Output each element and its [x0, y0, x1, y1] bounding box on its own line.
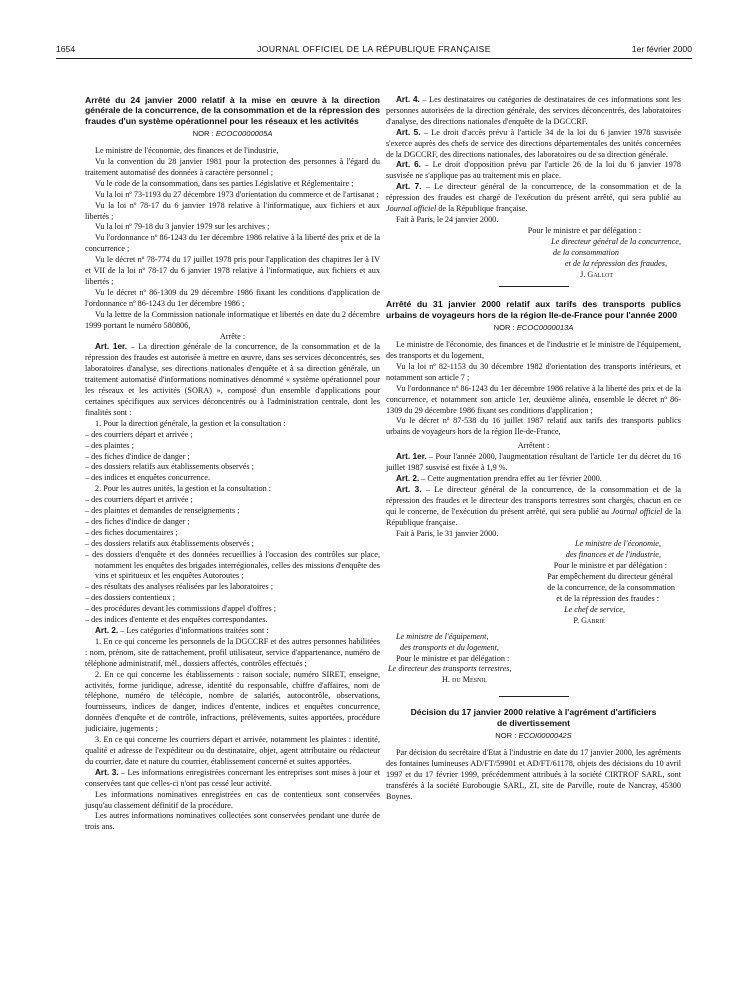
visa: Vu le décret nº 78-774 du 17 juillet 1978 pris pour l'application des chapitres Ier à IV et VII de la loi nº 78-17 du 6 janvier 1978 relative à l'informatique, aux fichiers et aux libertés ;: [85, 255, 380, 286]
article-4: Art. 4. – Les destinataires ou catégories de destinataires de ces informations sont les personnes autorisées de la direction générale, des services déconcentrés, des laboratoires d'analyse, des directions nationales d'enquête de la DGCCRF.: [386, 95, 681, 126]
visa: Vu la convention du 28 janvier 1981 pour la protection des personnes à l'égard du traitement automatisé des données à caractère personnel ;: [85, 157, 380, 177]
visa: Vu la loi nº 82-1153 du 30 décembre 1982 d'orientation des transports intérieurs, et notamment son article 7 ;: [386, 361, 681, 382]
signatory: H. du Mesnil: [442, 675, 487, 685]
issue-date: 1er février 2000: [631, 44, 692, 54]
arretent-word: Arrêtent :: [517, 441, 550, 451]
arrete-word: Arrête :: [219, 331, 246, 341]
list-item: – des plaintes ;: [85, 440, 134, 450]
header-rule: [56, 58, 692, 59]
list-item: – des plaintes et demandes de renseignements ;: [85, 506, 240, 516]
list-item: – des fiches documentaires ;: [85, 527, 178, 537]
signature-line: Pour le ministre et par délégation :: [553, 561, 667, 571]
signature-line: Le ministre de l'économie,: [574, 539, 661, 549]
list-item: – des fiches d'indice de danger ;: [85, 516, 190, 526]
list-item: – des résultats des analyses réalisées par les laboratoires ;: [85, 582, 274, 592]
list-item: – des dossiers d'enquête et des données recueillies à l'occasion des contrôles sur place, notamment les enquêtes des brigades interrégionales, celles des missions d'enquête des vins et spiritueux et les enquêtes Autoroutes ;: [85, 549, 380, 581]
signatory: P. Gabrié: [573, 615, 605, 625]
decision-nor: NOR : ECOI0000042S: [495, 731, 572, 741]
signatory: J. Gallot: [580, 269, 613, 279]
signature-line: Le ministre de l'équipement,: [396, 631, 489, 641]
fait-a-paris: Fait à Paris, le 31 janvier 2000.: [396, 528, 499, 538]
signature-line: Le directeur général de la concurrence,: [551, 236, 681, 246]
arrete-1-nor: NOR : ECOC0000005A: [192, 129, 273, 139]
visa: Vu le décret nº 86-1309 du 29 décembre 1986 fixant les conditions d'application de l'ordonnance nº 86-1243 du 1er décembre 1986 ;: [85, 287, 380, 308]
right-column: [386, 95, 681, 802]
article-3-para: Les informations nominatives enregistrées en cas de contentieux sont conservées jusqu'au classement définitif de la procédure.: [85, 789, 380, 810]
arrete-1-title: Arrêté du 24 janvier 2000 relatif à la mise en œuvre à la direction générale de la concurrence, de la consommation et de la répression des fraudes d'un système opérationnel pour les réseaux et les activités: [85, 95, 380, 126]
article-3: Art. 3. – Les informations enregistrées concernant les entreprises sont mises à jour et conservées tant que celles-ci n'ont pas cessé leur activité.: [85, 767, 380, 788]
visa: Vu l'ordonnance nº 86-1243 du 1er décembre 1986 relative à la liberté des prix et de la concurrence, et notamment son article 1er, deuxième alinéa, ensemble le décret nº 86-1309 du 29 décembre 1986 fixant ses conditions d'application ;: [386, 383, 681, 415]
list-item: – des indices et enquêtes concurrence.: [85, 473, 211, 483]
arrete-2-intro: Le ministre de l'économie, des finances et de l'industrie et le ministre de l'équipement, des transports et du logement,: [386, 340, 681, 361]
list-1-head: 1. Pour la direction générale, la gestion et la consultation :: [95, 418, 286, 428]
arrete-2-nor: NOR : ECOC0000013A: [493, 323, 574, 333]
visa: Vu l'ordonnance nº 86-1243 du 1er décembre 1986 relative à la liberté des prix et de la concurrence ;: [85, 233, 380, 254]
article-2-item: 2. En ce qui concerne les établissements : raison sociale, numéro SIRET, enseigne, activités, forme juridique, adresse, identité du responsable, chiffre d'affaires, nom de téléphone, numéro de télécopie, nombre de salariés, autocontrôle, observations, fournisseurs, indices de danger, indices d'entente, indices et enquêtes concurrence, données d'enquête et de contrôle, infractions, prélèvements, suites apportées, procédure judiciaire, jugements ;: [85, 669, 380, 734]
signature-line: et de la répression des fraudes,: [564, 258, 667, 268]
list-item: – des procédures devant les commissions d'appel d'offres ;: [85, 604, 277, 614]
arrete-2-title: Arrêté du 31 janvier 2000 relatif aux tarifs des transports publics urbains de voyageurs hors de la région Ile-de-France pour l'année 2000: [386, 299, 681, 320]
article-5: Art. 5. – Le droit d'accès prévu à l'article 34 de la loi du 6 janvier 1978 susvisée s'exerce auprès des chefs de service des directions départementales des unités concernées de la DGCCRF, des directions nationales, des laboratoires ou de sa direction générale.: [386, 127, 681, 159]
list-item: – des indices d'entente et des enquêtes correspondantes.: [85, 615, 268, 625]
signature-line: Le directeur des transports terrestres,: [388, 664, 512, 674]
article-2-item: 1. En ce qui concerne les personnels de la DGCCRF et des autres personnes habilitées : nom, prénom, site de rattachement, profil utilisateur, service d'appartenance, numéro de téléphone administratif, mél., dossiers affectés, contrôles effectués ;: [85, 636, 380, 668]
separator: [499, 286, 569, 287]
signature-line: de la consommation: [553, 247, 619, 257]
signature-line: Par empêchement du directeur général: [547, 572, 673, 582]
page-number: 1654: [56, 44, 76, 54]
list-item: – des fiches d'indice de danger ;: [85, 451, 190, 461]
decision-text: Par décision du secrétaire d'Etat à l'industrie en date du 17 janvier 2000, les agréments des fontaines lumineuses AD/FT/59901 et AD/FT/61178, objets des décisions du 10 avril 1997 et du 17 février 1999, précédemment attribués à la société CIRTROF SARL, sont transférés à la société Eurobougie SARL, ZI, site de Parville, route de Nancray, 45300 Boynes.: [386, 747, 681, 801]
signature-line: des finances et de l'industrie,: [565, 550, 661, 560]
list-item: – des courriers départ et arrivée ;: [85, 495, 193, 505]
arrete-1-intro: Le ministre de l'économie, des finances et de l'industrie,: [95, 146, 279, 156]
visa: Vu le décret nº 87-538 du 16 juillet 1987 relatif aux tarifs des transports publics urbains de voyageurs hors de la région Ile-de-France,: [386, 416, 681, 437]
separator: [499, 696, 569, 697]
left-column: [85, 95, 380, 833]
signature-line: de la concurrence, de la consommation: [547, 583, 675, 593]
article-7: Art. 7. – Le directeur général de la concurrence, de la consommation et de la répression des fraudes est chargé de l'exécution du présent arrêté, qui sera publié au Journal officiel de la République française.: [386, 182, 681, 214]
signature-line: Pour le ministre et par délégation :: [527, 225, 641, 235]
list-item: – des courriers départ et arrivée ;: [85, 429, 193, 439]
visa: Vu la loi nº 79-18 du 3 janvier 1979 sur les archives ;: [95, 222, 270, 232]
signature-line: et de la répression des fraudes :: [556, 593, 659, 603]
journal-title: JOURNAL OFFICIEL DE LA RÉPUBLIQUE FRANÇAISE: [257, 44, 491, 54]
fait-a-paris: Fait à Paris, le 24 janvier 2000.: [396, 214, 499, 224]
article-2: Art. 2. – Cette augmentation prendra effet au 1er février 2000.: [396, 474, 602, 483]
article-3-para: Les autres informations nominatives collectées sont conservées pendant une durée de trois ans.: [85, 811, 380, 832]
visa: Vu la lettre de la Commission nationale informatique et libertés en date du 2 décembre 1999 portant le numéro 580806,: [85, 309, 380, 330]
article-3: Art. 3. – Le directeur général de la concurrence, de la consommation et de la répression des fraudes et le directeur des transports terrestres sont chargés, chacun en ce qui le concerne, de l'exécution du présent arrêté, qui sera publié au Journal officiel de la République française.: [386, 484, 682, 527]
list-item: – des dossiers contentieux ;: [85, 593, 176, 603]
article-1: Art. 1er. – La direction générale de la concurrence, de la consommation et de la répression des fraudes est autorisée à mettre en œuvre, dans ses services déconcentrés, ses laboratoires d'analyse, ses directions nationales d'enquête et à sa direction générale, un traitement automatisé d'informations nominatives dénommé « système opérationnel pour les réseaux et les activités (SORA) », composé d'un ensemble d'applications pour certaines spécifiques aux services déconcentrés ou à l'administration centrale, dont les finalités sont :: [85, 342, 380, 417]
list-2-head: 2. Pour les autres unités, la gestion et la consultation :: [95, 484, 271, 494]
article-2-item: 3. En ce qui concerne les courriers départ et arrivée, notamment les plaintes : identité, qualité et adresse de l'expéditeur ou du destinataire, objet, agent attributaire ou rédacteur du courrier, date et nature du courrier, établissement concerné et suites apportées.: [85, 735, 380, 766]
visa: Vu le code de la consommation, dans ses parties Législative et Réglementaire ;: [95, 178, 354, 188]
signature-line: Pour le ministre et par délégation :: [396, 653, 510, 663]
visa: Vu la loi nº 73-1193 du 27 décembre 1973 d'orientation du commerce et de l'artisanat ;: [95, 189, 379, 199]
signature-line: des transports et du logement,: [400, 642, 499, 652]
list-item: – des dossiers relatifs aux établissements observés ;: [85, 462, 254, 472]
article-1: Art. 1er. – Pour l'année 2000, l'augmentation résultant de l'article 1er du décret du 16 juillet 1987 susvisé est fixée à 1,9 %.: [386, 452, 681, 473]
signature-line: Le chef de service,: [564, 604, 625, 614]
article-6: Art. 6. – Le droit d'opposition prévu par l'article 26 de la loi du 6 janvier 1978 susvisée ne s'applique pas au traitement mis en place.: [386, 160, 681, 181]
visa: Vu la loi nº 78-17 du 6 janvier 1978 relative à l'informatique, aux fichiers et aux libertés ;: [85, 200, 380, 221]
decision-title: Décision du 17 janvier 2000 relative à l'agrément d'artificiers de divertissement: [410, 707, 657, 728]
article-2: Art. 2. – Les catégories d'informations traitées sont :: [95, 626, 269, 635]
list-item: – des dossiers relatifs aux établissements observés ;: [85, 538, 254, 548]
